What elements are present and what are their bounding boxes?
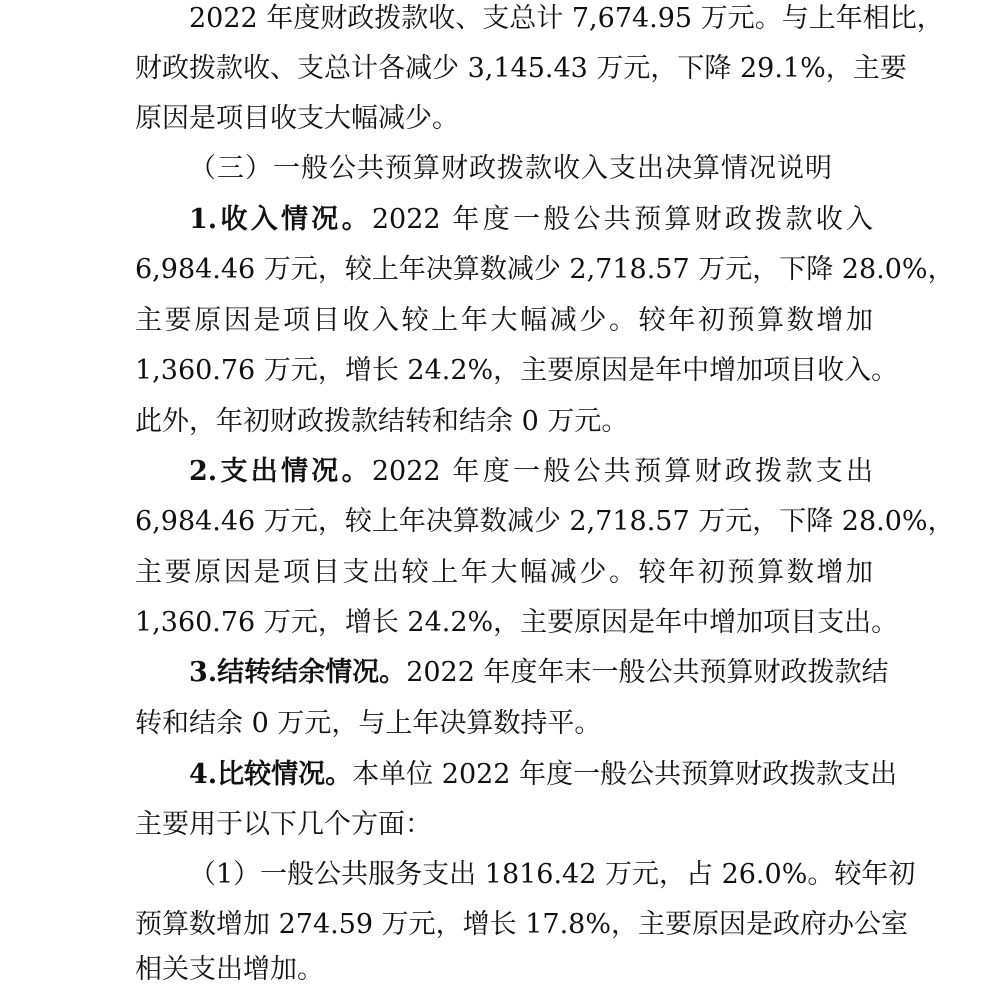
text-line: 6,984.46 万元，较上年决算数减少 2,718.57 万元，下降 28.0%，: [135, 506, 955, 537]
text-line: 主要原因是项目收入较上年大幅减少。较年初预算数增加: [135, 305, 873, 336]
paragraph-lead: 1.收入情况。: [189, 204, 372, 235]
text-line: 2022 年度财政拨款收、支总计 7,674.95 万元。与上年相比，: [189, 3, 944, 34]
text-span: 本单位 2022 年度一般公共预算财政拨款支出: [352, 759, 898, 790]
text-line: （1）一般公共服务支出 1816.42 万元，占 26.0%。较年初: [189, 859, 916, 890]
text-line: 原因是项目收支大幅减少。: [135, 103, 459, 134]
text-line: 转和结余 0 万元，与上年决算数持平。: [135, 708, 602, 739]
text-line: 财政拨款收、支总计各减少 3,145.43 万元，下降 29.1%，主要: [135, 53, 907, 84]
section-heading: （三）一般公共预算财政拨款收入支出决算情况说明: [189, 153, 833, 184]
text-span: 2022 年度一般公共预算财政拨款收入: [371, 204, 873, 235]
text-span: 2022 年度年末一般公共预算财政拨款结: [406, 657, 889, 688]
text-line: 预算数增加 274.59 万元，增长 17.8%，主要原因是政府办公室: [135, 909, 908, 940]
text-line: 1,360.76 万元，增长 24.2%，主要原因是年中增加项目支出。: [135, 607, 899, 638]
text-line: 主要原因是项目支出较上年大幅减少。较年初预算数增加: [135, 557, 873, 588]
text-line: [189, 447, 873, 497]
paragraph-lead: 2.支出情况。: [189, 456, 372, 487]
text-line: 主要用于以下几个方面：: [135, 809, 432, 840]
text-line: [189, 195, 873, 245]
text-line: 相关支出增加。: [135, 954, 324, 985]
text-line: 6,984.46 万元，较上年决算数减少 2,718.57 万元，下降 28.0%，: [135, 254, 955, 285]
text-line: 此外，年初财政拨款结转和结余 0 万元。: [135, 406, 629, 437]
paragraph-lead: 3.结转结余情况。: [189, 657, 407, 688]
text-line: [189, 750, 898, 800]
text-span: 2022 年度一般公共预算财政拨款支出: [371, 456, 873, 487]
text-line: 1,360.76 万元，增长 24.2%，主要原因是年中增加项目收入。: [135, 355, 899, 386]
paragraph-lead: 4.比较情况。: [189, 759, 353, 790]
text-line: [189, 648, 889, 698]
